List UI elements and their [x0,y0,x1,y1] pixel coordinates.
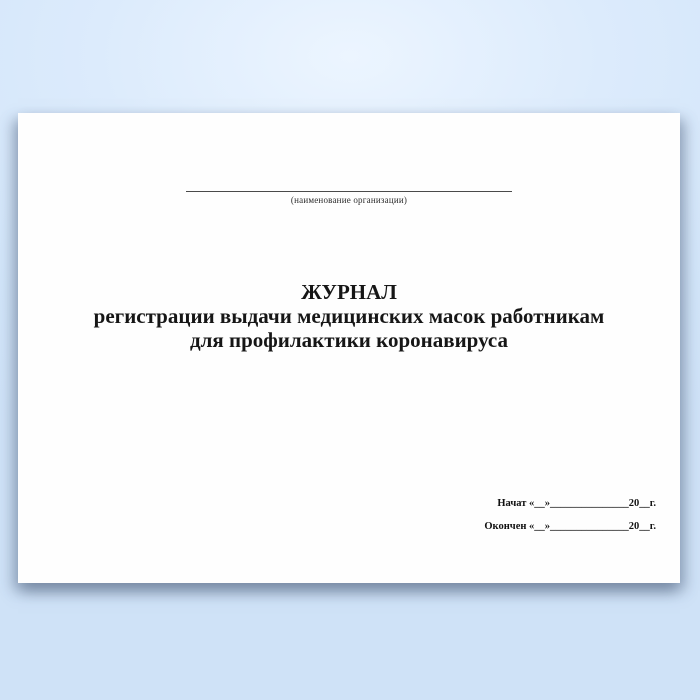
date-fields [484,497,656,533]
started-date-line: Начат «__»_______________20__г. [497,498,656,509]
finished-date-line: Окончен «__»_______________20__г. [484,521,656,532]
journal-title-line-2: регистрации выдачи медицинских масок работникам [93,304,605,328]
journal-cover-page [18,113,680,583]
journal-title [18,280,680,352]
journal-title-line-3: для профилактики коронавируса [189,328,509,352]
organization-caption: (наименование организации) [290,195,408,205]
journal-title-line-1: ЖУРНАЛ [301,280,397,304]
organization-name-blank-line [186,191,512,192]
